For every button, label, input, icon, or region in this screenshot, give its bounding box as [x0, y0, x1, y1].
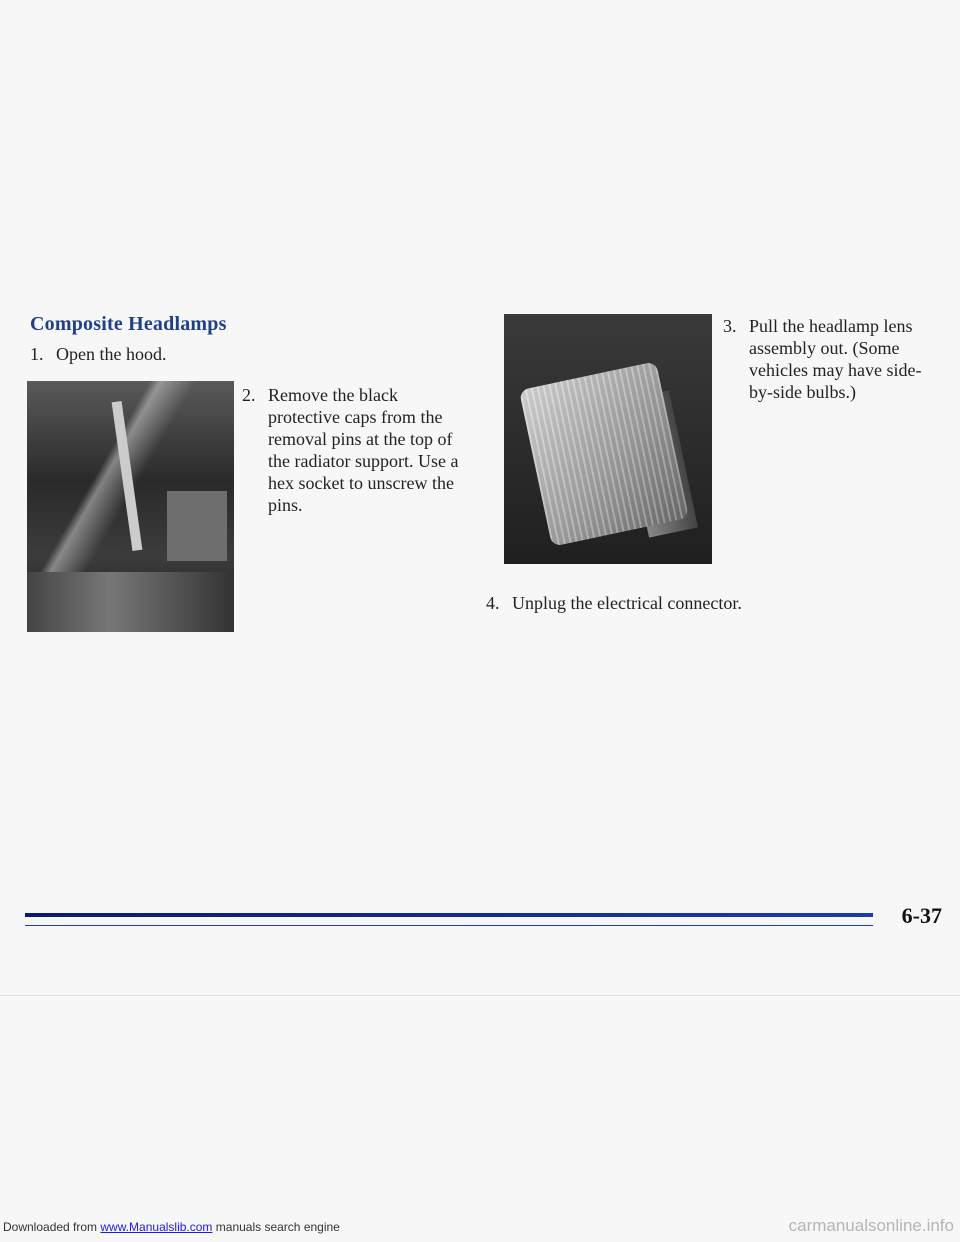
footer-suffix: manuals search engine: [212, 1220, 340, 1234]
step-number: 3.: [723, 316, 737, 336]
radiator-support-bracket: [112, 401, 143, 551]
download-footer: [3, 1220, 340, 1234]
step-number: 4.: [486, 593, 500, 613]
page-number: 6-37: [901, 903, 942, 928]
headlamp-photo: [504, 314, 712, 564]
hood-photo: [27, 381, 234, 632]
step-text: Open the hood.: [56, 344, 167, 364]
footer-prefix: Downloaded from: [3, 1220, 101, 1234]
step-text: Remove the black protective caps from the removal pins at the top of the radiator support. Use a hex socket to unscrew the pins.: [268, 385, 459, 515]
step-text: Pull the headlamp lens assembly out. (Some vehicles may have side-by-side bulbs.): [749, 316, 922, 402]
manualslib-link[interactable]: www.Manualslib.com: [100, 1220, 213, 1234]
scan-edge-line: [0, 995, 960, 996]
bumper-shadow: [27, 572, 234, 632]
watermark: carmanualsonline.info: [788, 1216, 954, 1235]
step-number: 1.: [30, 344, 44, 364]
step-3: [723, 315, 943, 403]
section-title: Composite Headlamps: [30, 313, 227, 335]
step-2: [242, 384, 472, 516]
step-number: 2.: [242, 385, 256, 405]
engine-component: [167, 491, 227, 561]
headlamp-lens: [519, 361, 689, 547]
footer-rule-thick: [25, 913, 873, 917]
step-1: [30, 343, 270, 365]
footer-rule-thin: [25, 925, 873, 926]
step-4: [486, 592, 886, 614]
step-text: Unplug the electrical connector.: [512, 593, 742, 613]
